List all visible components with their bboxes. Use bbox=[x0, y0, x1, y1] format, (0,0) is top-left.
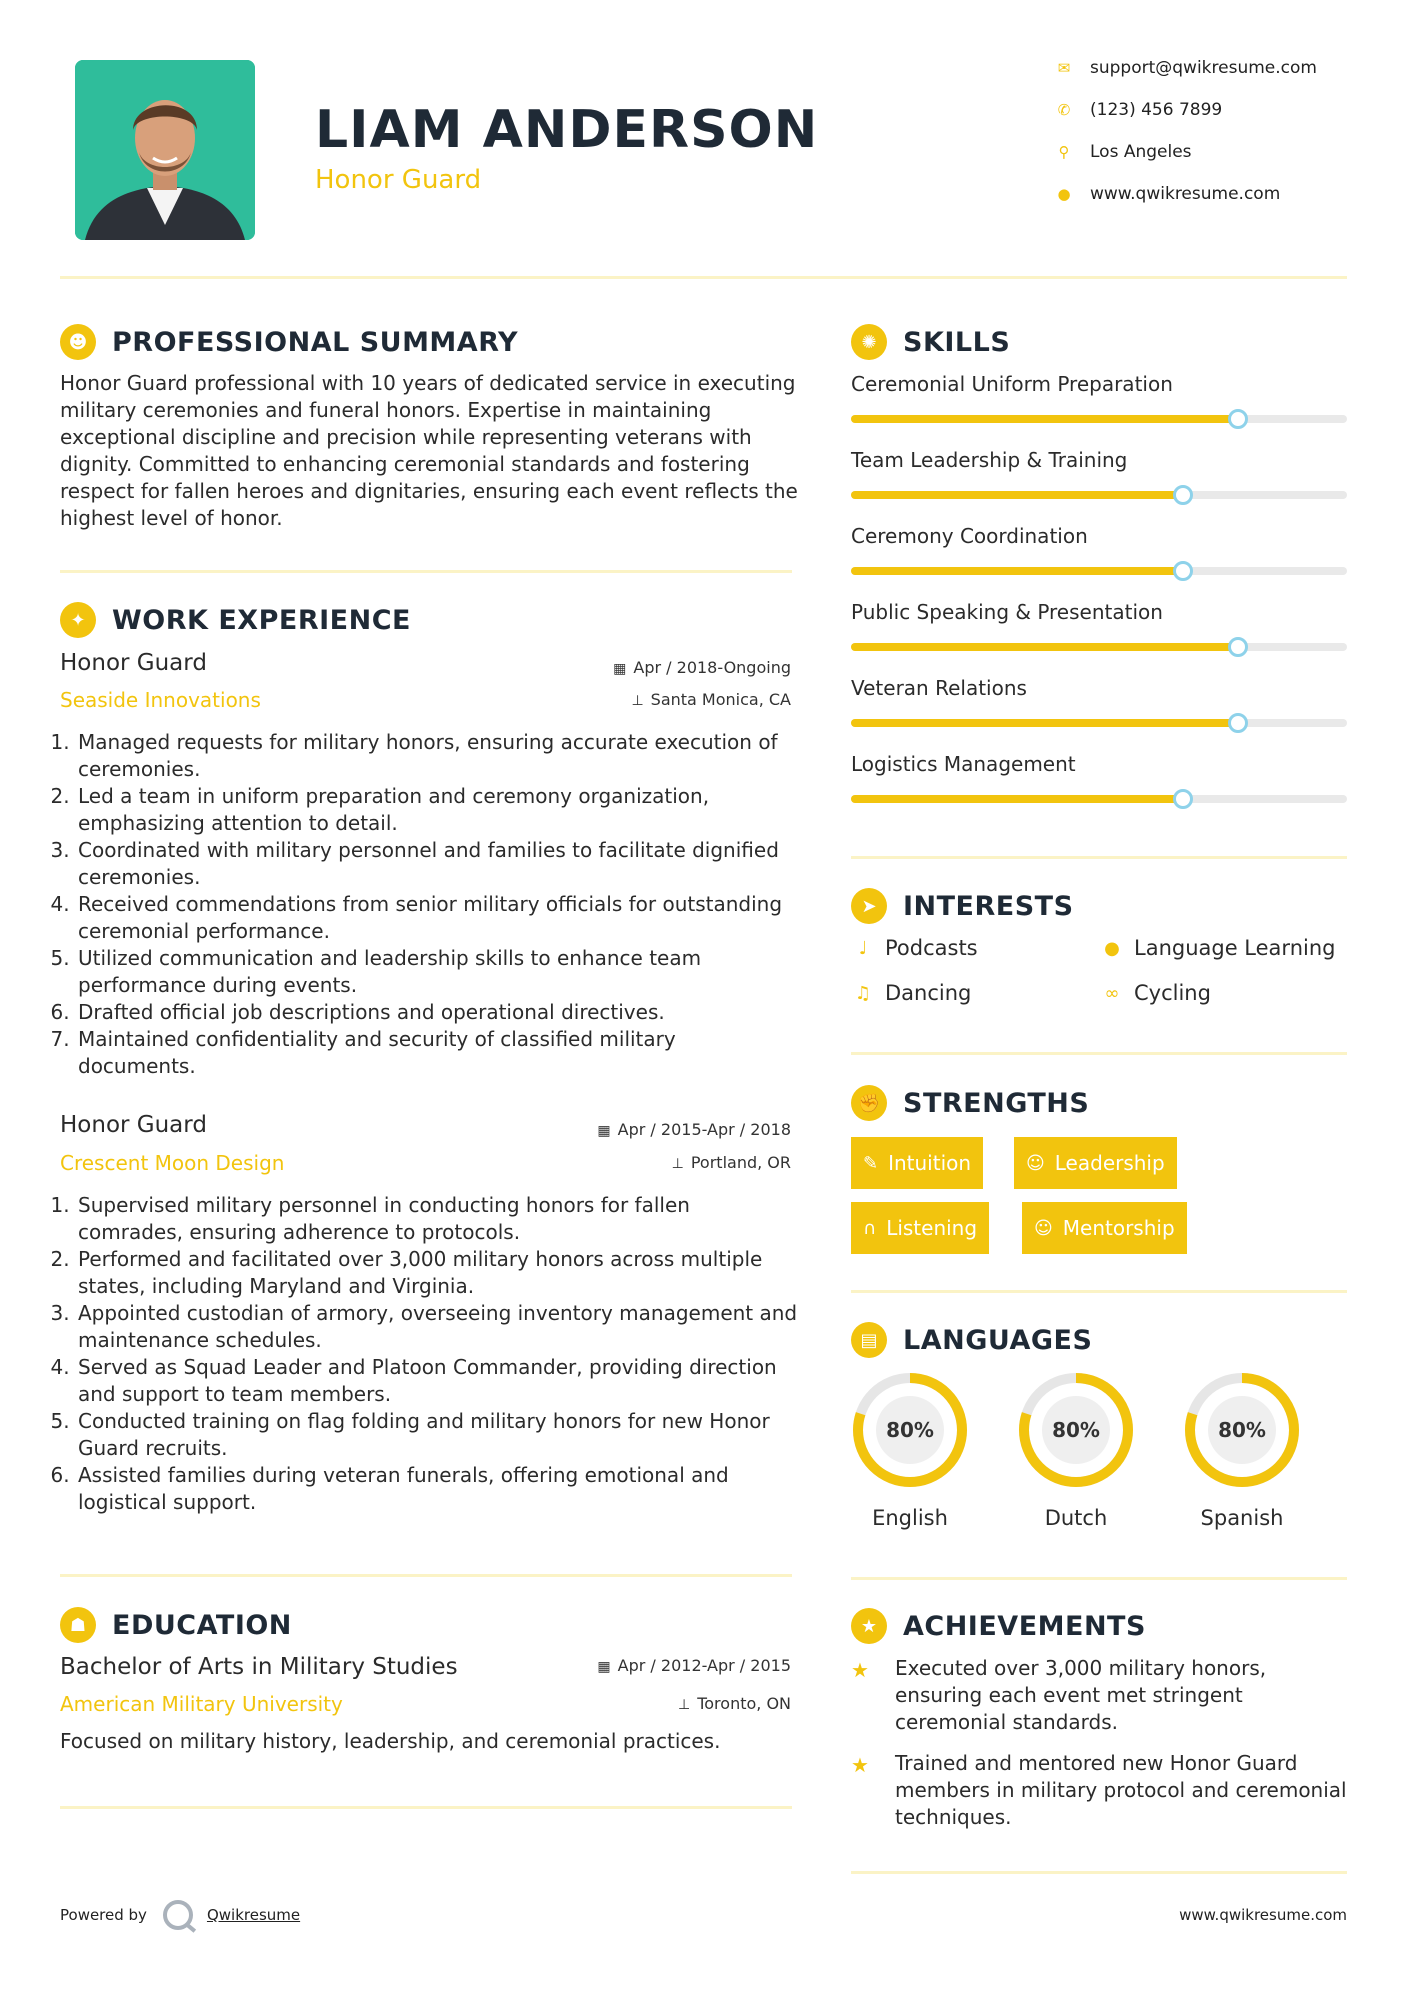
contact-phone-text: (123) 456 7899 bbox=[1090, 100, 1223, 120]
interest-label: Dancing bbox=[885, 981, 972, 1005]
summary-heading-text: PROFESSIONAL SUMMARY bbox=[112, 326, 519, 358]
skill-bar bbox=[851, 491, 1347, 499]
skill-bar-fill bbox=[851, 719, 1238, 727]
duty-item: 4. Received commendations from senior military officials for outstanding ceremonial performance. bbox=[76, 891, 798, 945]
job-1-location bbox=[631, 690, 791, 709]
language-percent: 80% bbox=[1218, 1418, 1266, 1442]
language-percent: 80% bbox=[886, 1418, 934, 1442]
duty-item: 3. Appointed custodian of armory, overseeing inventory management and maintenance schedules. bbox=[76, 1300, 798, 1354]
skill-bar-fill bbox=[851, 491, 1183, 499]
skill-name: Veteran Relations bbox=[851, 676, 1027, 700]
envelope-icon: ✉ bbox=[1057, 59, 1071, 77]
strength-label: Mentorship bbox=[1062, 1216, 1175, 1240]
achievements-heading bbox=[851, 1608, 1146, 1644]
language-name: Dutch bbox=[1044, 1506, 1108, 1530]
phone-icon: ✆ bbox=[1057, 101, 1071, 119]
interest-item bbox=[1100, 981, 1211, 1005]
job-2-location bbox=[672, 1153, 791, 1172]
music-note-icon: ♫ bbox=[854, 982, 872, 1004]
skill-bar-knob bbox=[1173, 485, 1193, 505]
users-icon: ☺ bbox=[1026, 1152, 1045, 1174]
footer-powered-by bbox=[60, 1900, 300, 1930]
skill-bar bbox=[851, 719, 1347, 727]
pushpin-icon: ⊥ bbox=[671, 1156, 684, 1172]
skills-divider bbox=[851, 856, 1347, 859]
education-degree: Bachelor of Arts in Military Studies bbox=[60, 1654, 458, 1680]
education-heading-text: EDUCATION bbox=[112, 1609, 292, 1641]
interest-item bbox=[1100, 936, 1335, 960]
education-location bbox=[678, 1694, 791, 1713]
pushpin-icon: ⊥ bbox=[678, 1697, 691, 1713]
skill-bar-fill bbox=[851, 567, 1183, 575]
achievements-heading-text: ACHIEVEMENTS bbox=[903, 1610, 1146, 1642]
achievement-text: Trained and mentored new Honor Guard members in military protocol and ceremonial techniques. bbox=[895, 1751, 1347, 1829]
job-2-location-text: Portland, OR bbox=[690, 1153, 791, 1172]
skill-name: Ceremony Coordination bbox=[851, 524, 1088, 548]
job-2-dates-text: Apr / 2015-Apr / 2018 bbox=[617, 1120, 791, 1139]
shooting-star-icon: ★ bbox=[851, 1658, 869, 1682]
contact-website[interactable] bbox=[1052, 184, 1352, 204]
interest-label: Cycling bbox=[1134, 981, 1211, 1005]
duty-item: 3. Coordinated with military personnel and families to facilitate dignified ceremonies. bbox=[76, 837, 798, 891]
skill-name: Ceremonial Uniform Preparation bbox=[851, 372, 1173, 396]
skill-bar-fill bbox=[851, 643, 1238, 651]
duty-item: 4. Served as Squad Leader and Platoon Commander, providing direction and support to team members. bbox=[76, 1354, 798, 1408]
skill-bar-fill bbox=[851, 795, 1183, 803]
skill-bar bbox=[851, 567, 1347, 575]
duty-item: 2. Led a team in uniform preparation and ceremony organization, emphasizing attention to detail. bbox=[76, 783, 798, 837]
skill-bar bbox=[851, 643, 1347, 651]
job-1-dates bbox=[613, 658, 791, 677]
achievement-item bbox=[851, 1750, 1347, 1831]
strengths-divider bbox=[851, 1290, 1347, 1293]
duty-item: 6. Assisted families during veteran funerals, offering emotional and logistical support. bbox=[76, 1462, 798, 1516]
strength-tag bbox=[1014, 1137, 1177, 1189]
languages-heading bbox=[851, 1322, 1092, 1358]
education-school: American Military University bbox=[60, 1692, 343, 1716]
contact-email[interactable] bbox=[1052, 58, 1352, 78]
job-1-company: Seaside Innovations bbox=[60, 688, 261, 712]
education-dates-text: Apr / 2012-Apr / 2015 bbox=[617, 1656, 791, 1675]
interests-divider bbox=[851, 1052, 1347, 1055]
skill-name: Public Speaking & Presentation bbox=[851, 600, 1163, 624]
pushpin-icon: ⊥ bbox=[631, 693, 644, 709]
job-1-duties bbox=[58, 729, 798, 1080]
strength-label: Leadership bbox=[1054, 1151, 1165, 1175]
language-item bbox=[848, 1368, 972, 1530]
graduation-cap-icon: ☗ bbox=[60, 1607, 96, 1643]
header-divider bbox=[60, 276, 1347, 279]
achievement-item bbox=[851, 1655, 1347, 1736]
contact-location bbox=[1052, 142, 1352, 162]
skill-name: Logistics Management bbox=[851, 752, 1076, 776]
strength-label: Listening bbox=[886, 1216, 978, 1240]
language-item bbox=[1180, 1368, 1304, 1530]
education-heading bbox=[60, 1607, 292, 1643]
achievement-text: Executed over 3,000 military honors, ensuring each event met stringent ceremonial standards. bbox=[895, 1656, 1267, 1734]
achievements-divider bbox=[851, 1871, 1347, 1874]
summary-divider bbox=[60, 570, 792, 573]
experience-heading bbox=[60, 602, 411, 638]
interest-label: Language Learning bbox=[1134, 936, 1336, 960]
user-plus-icon: ☺ bbox=[1034, 1217, 1053, 1239]
duty-item: 5. Utilized communication and leadership skills to enhance team performance during events. bbox=[76, 945, 798, 999]
skill-bar bbox=[851, 415, 1347, 423]
duty-item: 1. Managed requests for military honors, ensuring accurate execution of ceremonies. bbox=[76, 729, 798, 783]
language-card-icon: ▤ bbox=[851, 1322, 887, 1358]
job-2-dates bbox=[597, 1120, 791, 1139]
job-2-company: Crescent Moon Design bbox=[60, 1151, 285, 1175]
briefcase-icon: ✦ bbox=[60, 602, 96, 638]
duty-item: 5. Conducted training on flag folding and military honors for new Honor Guard recruits. bbox=[76, 1408, 798, 1462]
language-percent: 80% bbox=[1052, 1418, 1100, 1442]
education-description: Focused on military history, leadership, and ceremonial practices. bbox=[60, 1729, 721, 1753]
duty-item: 2. Performed and facilitated over 3,000 military honors across multiple states, including Maryland and Virginia. bbox=[76, 1246, 798, 1300]
job-1-dates-text: Apr / 2018-Ongoing bbox=[633, 658, 791, 677]
experience-heading-text: WORK EXPERIENCE bbox=[112, 604, 411, 636]
location-pin-icon: ⚲ bbox=[1058, 143, 1070, 161]
education-location-text: Toronto, ON bbox=[697, 1694, 791, 1713]
footer-url[interactable]: www.qwikresume.com bbox=[1179, 1906, 1347, 1924]
languages-divider bbox=[851, 1577, 1347, 1580]
paper-plane-icon: ➤ bbox=[851, 888, 887, 924]
calendar-icon: ▦ bbox=[613, 661, 627, 677]
skill-bar-fill bbox=[851, 415, 1238, 423]
language-name: English bbox=[872, 1506, 948, 1530]
contact-email-text: support@qwikresume.com bbox=[1090, 58, 1317, 78]
fist-icon: ✊ bbox=[851, 1085, 887, 1121]
magic-wand-icon: ✎ bbox=[863, 1152, 879, 1174]
job-1-title: Honor Guard bbox=[60, 650, 207, 676]
experience-divider bbox=[60, 1574, 792, 1577]
contact-phone[interactable] bbox=[1052, 100, 1352, 120]
skill-bar-knob bbox=[1173, 561, 1193, 581]
strength-tag bbox=[1022, 1202, 1187, 1254]
skill-bar bbox=[851, 795, 1347, 803]
interest-item bbox=[851, 981, 971, 1005]
contact-location-text: Los Angeles bbox=[1090, 142, 1192, 162]
calendar-icon: ▦ bbox=[597, 1123, 611, 1139]
education-divider bbox=[60, 1806, 792, 1809]
summary-text: Honor Guard professional with 10 years of dedicated service in executing military ceremonies and funeral honors. Expertise in maintaining exceptional discipline and precision while representing veterans with dignity. Committed to enhancing ceremonial standards and fostering respect for fallen heroes and dignitaries, ensuring each event reflects the highest level of honor. bbox=[60, 371, 798, 530]
skill-name: Team Leadership & Training bbox=[851, 448, 1128, 472]
contact-website-text: www.qwikresume.com bbox=[1090, 184, 1281, 204]
candidate-name: LIAM ANDERSON bbox=[315, 100, 819, 160]
skill-bar-knob bbox=[1228, 637, 1248, 657]
powered-by-text: Powered by bbox=[60, 1906, 147, 1924]
duty-item: 1. Supervised military personnel in conducting honors for fallen comrades, ensuring adherence to protocols. bbox=[76, 1192, 798, 1246]
interest-label: Podcasts bbox=[885, 936, 978, 960]
language-name: Spanish bbox=[1200, 1506, 1284, 1530]
strengths-heading-text: STRENGTHS bbox=[903, 1087, 1090, 1119]
skills-heading bbox=[851, 324, 1010, 360]
calendar-icon: ▦ bbox=[597, 1659, 611, 1675]
job-2-duties bbox=[58, 1192, 798, 1516]
globe-icon: ● bbox=[1104, 937, 1120, 959]
language-item bbox=[1014, 1368, 1138, 1530]
candidate-title: Honor Guard bbox=[315, 165, 482, 195]
interest-item bbox=[851, 936, 978, 960]
strengths-heading bbox=[851, 1085, 1089, 1121]
qwikresume-logo-icon bbox=[163, 1900, 193, 1930]
shooting-star-icon: ★ bbox=[851, 1753, 869, 1777]
globe-icon: ● bbox=[1057, 185, 1071, 203]
profile-photo bbox=[75, 60, 255, 240]
duty-item: 6. Drafted official job descriptions and operational directives. bbox=[76, 999, 798, 1026]
headphones-icon: ∩ bbox=[863, 1217, 877, 1239]
duty-item: 7. Maintained confidentiality and security of classified military documents. bbox=[76, 1026, 798, 1080]
job-2-title: Honor Guard bbox=[60, 1112, 207, 1138]
qwikresume-link[interactable]: Qwikresume bbox=[206, 1906, 301, 1924]
strength-tag bbox=[851, 1202, 989, 1254]
education-dates bbox=[597, 1656, 791, 1675]
skill-bar-knob bbox=[1173, 789, 1193, 809]
strength-tag bbox=[851, 1137, 983, 1189]
lightbulb-icon: ✺ bbox=[851, 324, 887, 360]
bicycle-icon: ∞ bbox=[1104, 982, 1120, 1004]
languages-heading-text: LANGUAGES bbox=[903, 1324, 1093, 1356]
microphone-icon: ♩ bbox=[858, 937, 868, 959]
skill-bar-knob bbox=[1228, 713, 1248, 733]
interests-heading bbox=[851, 888, 1074, 924]
interests-heading-text: INTERESTS bbox=[903, 890, 1074, 922]
summary-heading bbox=[60, 324, 518, 360]
strength-label: Intuition bbox=[888, 1151, 972, 1175]
user-icon: ☻ bbox=[60, 324, 96, 360]
skills-heading-text: SKILLS bbox=[903, 326, 1011, 358]
star-badge-icon: ★ bbox=[851, 1608, 887, 1644]
job-1-location-text: Santa Monica, CA bbox=[650, 690, 791, 709]
skill-bar-knob bbox=[1228, 409, 1248, 429]
